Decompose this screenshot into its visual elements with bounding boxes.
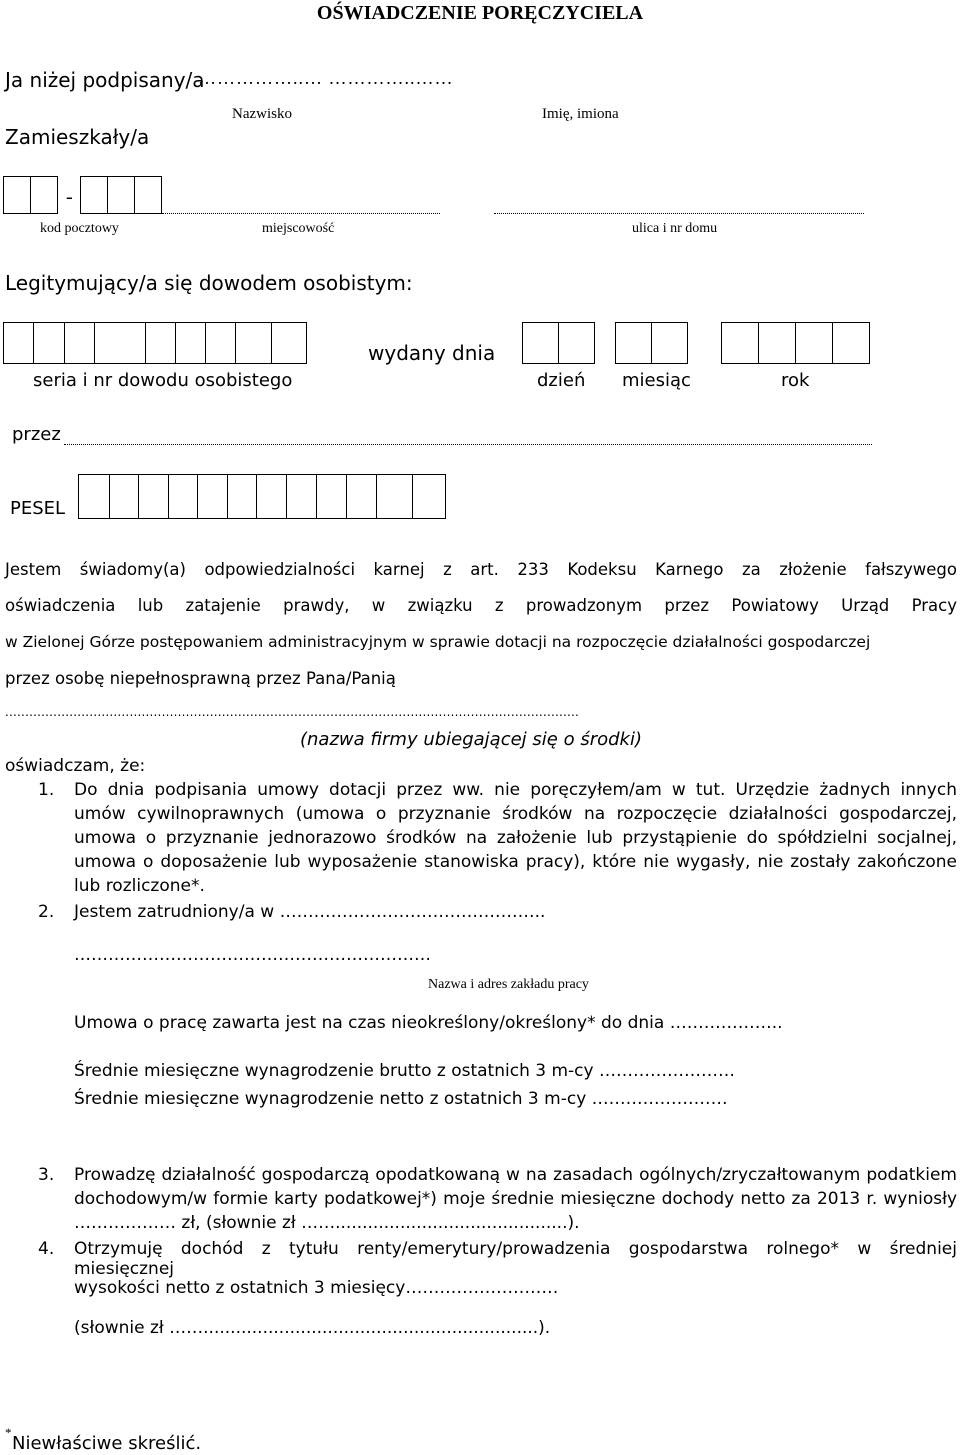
city-field[interactable] <box>162 213 440 214</box>
item1-line: lub rozliczone*. <box>74 876 205 896</box>
employer-field[interactable]: Jestem zatrudniony/a w ……………………………………….. <box>74 902 546 922</box>
year-digit-box[interactable] <box>795 322 833 364</box>
legit-label: Legitymujący/a się dowodem osobistym: <box>5 271 413 295</box>
contract-field[interactable]: Umowa o pracę zawarta jest na czas nieokreślony/określony* do dnia ……………….. <box>74 1013 783 1033</box>
declaration-line: Jestem świadomy(a) odpowiedzialności karnej z art. 233 Kodeksu Karnego za złożenie fałszywego <box>5 560 957 579</box>
item3-line: Prowadzę działalność gospodarczą opodatkowaną w na zasadach ogólnych/zryczałtowanym podatkiem <box>74 1165 957 1185</box>
item1-line: Do dnia podpisania umowy dotacji przez ww. nie poręczyłem/am w tut. Urzędzie żadnych innych <box>74 780 957 800</box>
id-char-box[interactable] <box>64 322 95 364</box>
month-digit-box[interactable] <box>651 322 688 364</box>
item-number: 3. <box>38 1165 55 1185</box>
footnote-mark: * <box>5 1425 12 1440</box>
pesel-digit-box[interactable] <box>256 474 287 519</box>
pesel-digit-box[interactable] <box>286 474 317 519</box>
city-label: miejscowość <box>262 221 335 236</box>
declaration-line: w Zielonej Górze postępowaniem administracyjnym w sprawie dotacji na rozpoczęcie działalności gospodarczej <box>5 633 871 651</box>
postal-digit-box[interactable] <box>3 176 31 214</box>
postal-dash: - <box>66 186 73 208</box>
item1-line: umowa o doposażenie lub wyposażenie stanowiska pracy), które nie wygasły, nie zostały zakończone <box>74 852 957 872</box>
pension-words-field[interactable]: (słownie zł ……..............................................................). <box>74 1318 551 1338</box>
id-char-box[interactable] <box>271 322 307 364</box>
postal-digit-box[interactable] <box>80 176 108 214</box>
pesel-digit-box[interactable] <box>376 474 413 519</box>
company-name-label: (nazwa firmy ubiegającej się o środki) <box>300 729 642 750</box>
item1-line: umów cywilnoprawnych (umowa o przyznanie środków na rozpoczęcie działalności gospodarczej, <box>74 804 957 824</box>
net-salary-field[interactable]: Średnie miesięczne wynagrodzenie netto z ostatnich 3 m-cy …………………… <box>74 1089 728 1109</box>
pesel-digit-box[interactable] <box>197 474 228 519</box>
item-number: 1. <box>38 780 55 800</box>
footnote-text: Niewłaściwe skreślić. <box>12 1433 202 1454</box>
id-char-box[interactable] <box>205 322 236 364</box>
pesel-digit-box[interactable] <box>78 474 110 519</box>
street-field[interactable] <box>494 213 864 214</box>
pension-income-field[interactable]: wysokości netto z ostatnich 3 miesięcy……………………… <box>74 1278 559 1298</box>
postal-digit-box[interactable] <box>107 176 135 214</box>
pesel-digit-box[interactable] <box>412 474 446 519</box>
item-number: 2. <box>38 902 55 922</box>
day-digit-box[interactable] <box>558 322 595 364</box>
id-char-box[interactable] <box>94 322 146 364</box>
postal-digit-box[interactable] <box>134 176 162 214</box>
pesel-digit-box[interactable] <box>316 474 347 519</box>
income-field[interactable]: ……………… zł, (słownie zł ……...........................................). <box>74 1213 580 1233</box>
month-digit-box[interactable] <box>615 322 652 364</box>
page-title: OŚWIADCZENIE PORĘCZYCIELA <box>316 2 644 24</box>
item3-line: dochodowym/w formie karty podatkowej*) moje średnie miesięczne dochody netto za 2013 r. wyniosły <box>74 1189 957 1209</box>
year-digit-box[interactable] <box>758 322 796 364</box>
id-char-box[interactable] <box>235 322 272 364</box>
issued-label: wydany dnia <box>368 341 496 365</box>
pesel-digit-box[interactable] <box>168 474 198 519</box>
issuer-label: przez <box>12 424 61 445</box>
signed-name-dots[interactable]: ……………..… …………..…… <box>198 68 454 88</box>
pesel-label: PESEL <box>10 498 66 519</box>
item1-line: umowa o przyznanie jednorazowo środków na założenie lub przystąpienie do spółdzielni socjalnej, <box>74 828 957 848</box>
employer-label: Nazwa i adres zakładu pracy <box>428 977 589 992</box>
gross-salary-field[interactable]: Średnie miesięczne wynagrodzenie brutto z ostatnich 3 m-cy …………………… <box>74 1061 735 1081</box>
firstname-label: Imię, imiona <box>542 106 619 122</box>
postal-digit-box[interactable] <box>30 176 58 214</box>
id-char-box[interactable] <box>3 322 34 364</box>
day-digit-box[interactable] <box>522 322 559 364</box>
year-digit-box[interactable] <box>832 322 870 364</box>
postal-label: kod pocztowy <box>40 221 119 236</box>
company-name-field[interactable]: ............................................................................................................................................... <box>5 705 580 719</box>
item4-line: Otrzymuję dochód z tytułu renty/emerytury/prowadzenia gospodarstwa rolnego* w średniej miesięcznej <box>74 1239 957 1279</box>
resident-label: Zamieszkały/a <box>5 125 150 149</box>
street-label: ulica i nr domu <box>632 221 718 236</box>
year-digit-box[interactable] <box>721 322 759 364</box>
pesel-digit-box[interactable] <box>138 474 169 519</box>
month-label: miesiąc <box>622 370 691 391</box>
year-label: rok <box>781 370 810 391</box>
surname-label: Nazwisko <box>232 106 292 122</box>
pesel-digit-box[interactable] <box>227 474 257 519</box>
id-char-box[interactable] <box>33 322 65 364</box>
item-number: 4. <box>38 1239 55 1259</box>
day-label: dzień <box>537 370 586 391</box>
employer-address-field[interactable]: ……………………………………………………… <box>74 945 431 965</box>
pesel-digit-box[interactable] <box>346 474 377 519</box>
declare-intro: oświadczam, że: <box>5 756 146 776</box>
declaration-line: oświadczenia lub zatajenie prawdy, w związku z prowadzonym przez Powiatowy Urząd Pracy <box>5 596 957 615</box>
signed-prefix: Ja niżej podpisany/a <box>5 68 205 92</box>
issuer-field[interactable] <box>64 444 872 445</box>
id-char-box[interactable] <box>175 322 206 364</box>
declaration-line: przez osobę niepełnosprawną przez Pana/Panią <box>5 669 396 688</box>
id-char-box[interactable] <box>145 322 176 364</box>
pesel-digit-box[interactable] <box>109 474 139 519</box>
series-label: seria i nr dowodu osobistego <box>33 370 293 391</box>
